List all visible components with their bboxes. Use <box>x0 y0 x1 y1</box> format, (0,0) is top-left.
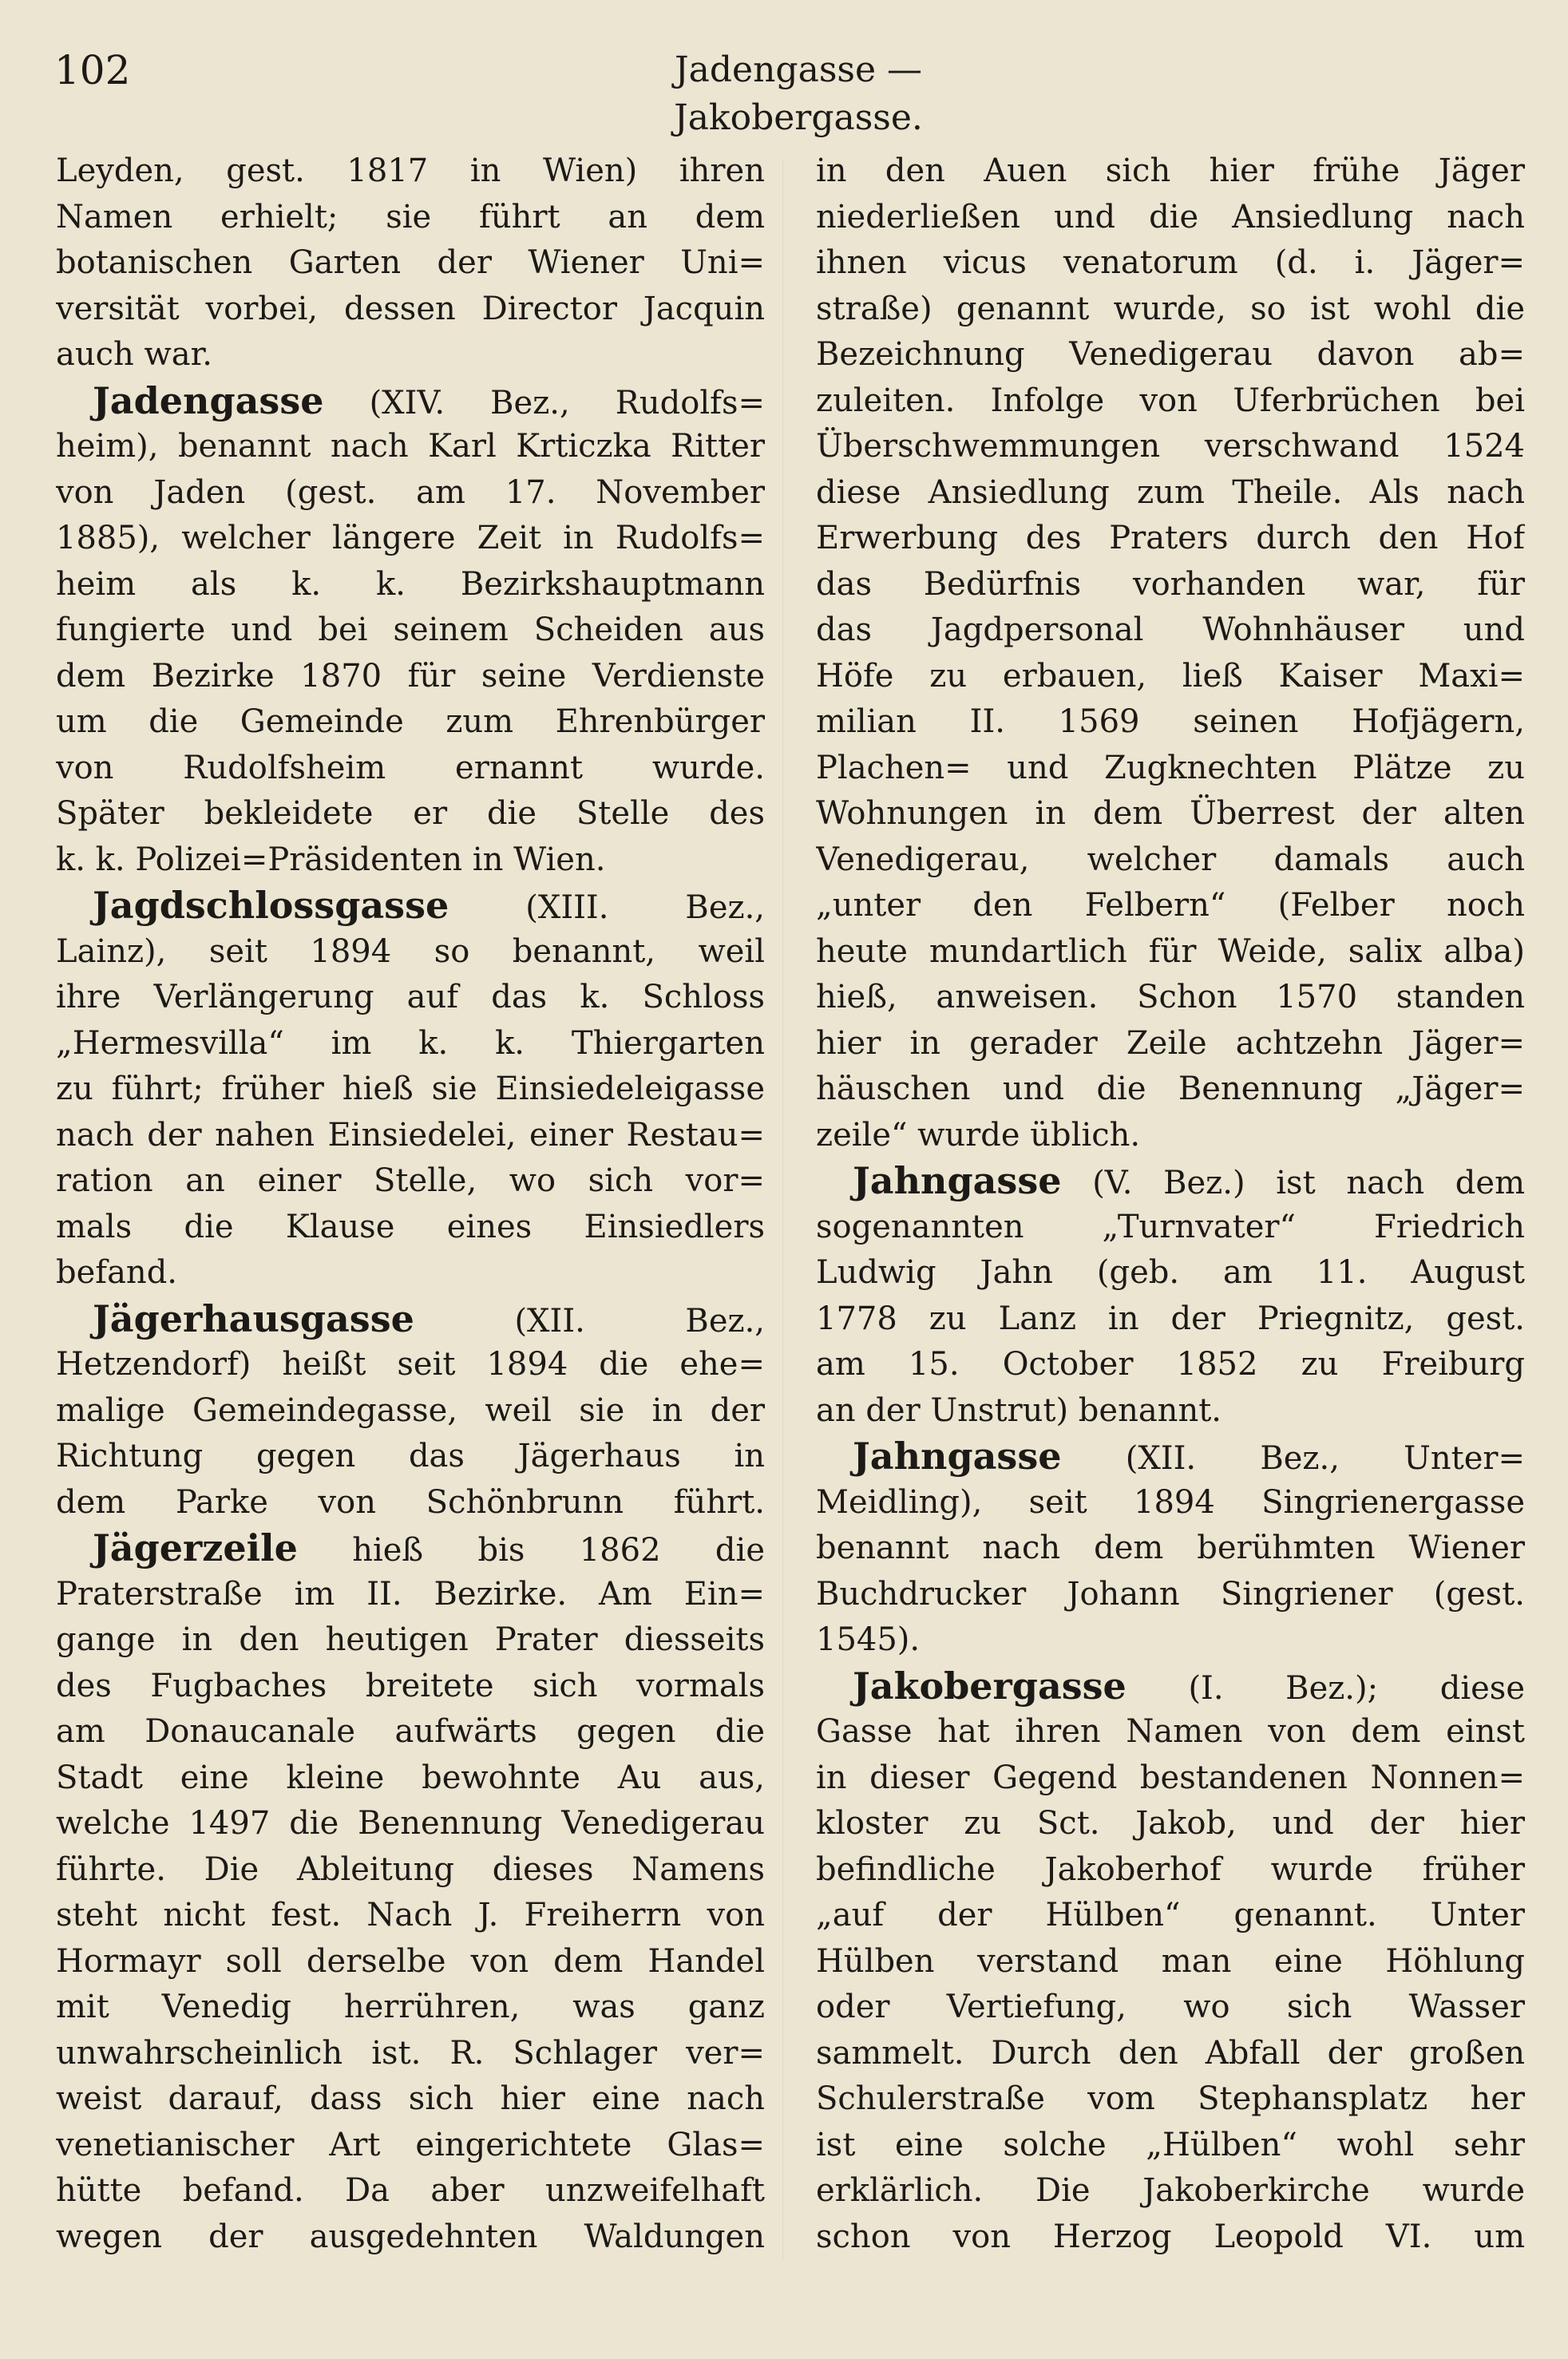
line-text: Schulerstraße vom Stephansplatz her <box>816 2080 1525 2117</box>
text-line <box>816 148 1525 195</box>
text-line <box>816 608 1525 654</box>
line-text: welche 1497 die Benennung Venedigerau <box>56 1805 765 1842</box>
line-text: (XII. Bez., Unter= <box>1061 1440 1525 1477</box>
text-line <box>816 470 1525 517</box>
text-line <box>56 195 765 241</box>
line-text: (XII. Bez., <box>414 1302 765 1340</box>
text-line <box>56 1755 765 1802</box>
text-line <box>816 2168 1525 2215</box>
line-text: benannt nach dem berühmten Wiener <box>816 1530 1525 1566</box>
text-line <box>56 746 765 792</box>
text-line <box>56 2076 765 2123</box>
entry-headword: Jadengasse <box>93 378 324 422</box>
text-line <box>816 1572 1525 1618</box>
line-text: Stadt eine kleine bewohnte Au aus, <box>56 1759 765 1796</box>
line-text: Erwerbung des Praters durch den Hof <box>816 520 1525 556</box>
line-text: mit Venedig herrühren, was ganz <box>56 1989 765 2025</box>
running-head: Jadengasse — Jakobergasse. <box>674 49 923 138</box>
line-text: kloster zu Sct. Jakob, und der hier <box>816 1805 1525 1842</box>
text-line <box>816 1480 1525 1526</box>
line-text: (XIV. Bez., Rudolfs= <box>323 384 765 422</box>
line-text: das Jagdpersonal Wohnhäuser und <box>816 612 1525 648</box>
line-text: oder Vertiefung, wo sich Wasser <box>816 1989 1525 2025</box>
text-line <box>56 332 765 378</box>
text-line <box>56 1893 765 1939</box>
text-line <box>816 1847 1525 1894</box>
line-text: in dieser Gegend bestandenen Nonnen= <box>816 1759 1525 1796</box>
line-text: 1545). <box>816 1621 921 1658</box>
line-text: an der Unstrut) benannt. <box>816 1391 1222 1429</box>
line-text: „unter den Felbern“ (Felber noch <box>816 887 1525 924</box>
text-line <box>56 1480 765 1526</box>
text-line <box>816 699 1525 746</box>
line-text: „Hermesvilla“ im k. k. Thiergarten <box>56 1024 765 1062</box>
line-text: Gasse hat ihren Namen von dem einst <box>816 1713 1525 1750</box>
right-column <box>816 148 1525 2260</box>
text-line <box>816 1801 1525 1847</box>
line-text: 1778 zu Lanz in der Priegnitz, gest. <box>816 1300 1525 1337</box>
text-line <box>56 1939 765 1985</box>
line-text: Bezeichnung Venedigerau davon ab= <box>816 336 1525 373</box>
text-line <box>56 516 765 562</box>
line-text: in den Auen sich hier frühe Jäger <box>816 152 1525 189</box>
text-line <box>56 654 765 700</box>
text-line <box>816 1755 1525 1802</box>
text-line <box>816 424 1525 470</box>
text-line <box>56 1250 765 1296</box>
text-line <box>56 2031 765 2077</box>
line-text: am 15. October 1852 zu Freiburg <box>816 1346 1525 1383</box>
text-line <box>56 1342 765 1388</box>
text-line <box>816 883 1525 929</box>
line-text: mals die Klause eines Einsiedlers <box>56 1208 765 1245</box>
text-line <box>56 1985 765 2031</box>
text-line <box>56 424 765 470</box>
text-line <box>816 1709 1525 1755</box>
line-text: Hetzendorf) heißt seit 1894 die ehe= <box>56 1346 765 1383</box>
line-text: Hülben verstand man eine Höhlung <box>816 1942 1525 1980</box>
text-line <box>816 837 1525 884</box>
line-text: steht nicht fest. Nach J. Freiherrn von <box>56 1897 765 1934</box>
line-text: malige Gemeindegasse, weil sie in der <box>56 1391 765 1429</box>
line-text: häuschen und die Benennung „Jäger= <box>816 1071 1525 1107</box>
text-line <box>56 287 765 333</box>
line-text: fungierte und bei seinem Scheiden aus <box>56 612 765 648</box>
text-line <box>56 2123 765 2169</box>
line-text: Praterstraße im II. Bezirke. Am Ein= <box>56 1575 765 1613</box>
line-text: straße) genannt wurde, so ist wohl die <box>816 290 1525 327</box>
line-text: führte. Die Ableitung dieses Namens <box>56 1850 765 1888</box>
text-line <box>56 975 765 1021</box>
line-text: Höfe zu erbauen, ließ Kaiser Maxi= <box>816 657 1525 695</box>
line-text: am Donaucanale aufwärts gegen die <box>56 1713 765 1750</box>
line-text: hieß, anweisen. Schon 1570 standen <box>816 979 1525 1015</box>
text-line <box>56 1801 765 1847</box>
line-text: versität vorbei, dessen Director Jacquin <box>56 290 765 327</box>
text-line <box>56 791 765 837</box>
entry-line <box>816 1158 1525 1205</box>
entry-headword: Jägerhausgasse <box>93 1296 414 1340</box>
entry-line <box>56 378 765 425</box>
line-text: zuleiten. Infolge von Uferbrüchen bei <box>816 382 1525 419</box>
text-line <box>56 1158 765 1205</box>
text-line <box>816 287 1525 333</box>
line-text: hieß bis 1862 die <box>297 1532 765 1569</box>
line-text: befindliche Jakoberhof wurde früher <box>816 1850 1525 1888</box>
line-text: befand. <box>56 1254 178 1291</box>
line-text: ration an einer Stelle, wo sich vor= <box>56 1162 765 1199</box>
line-text: des Fugbaches breitete sich vormals <box>56 1667 765 1704</box>
line-text: niederließen und die Ansiedlung nach <box>816 198 1525 236</box>
line-text: Plachen= und Zugknechten Plätze zu <box>816 749 1525 786</box>
text-line <box>56 2215 765 2261</box>
entry-headword: Jahngasse <box>853 1159 1062 1202</box>
line-text: erklärlich. Die Jakoberkirche wurde <box>816 2172 1525 2209</box>
line-text: Später bekleidete er die Stelle des <box>56 795 765 832</box>
line-text: (XIII. Bez., <box>449 889 765 926</box>
line-text: um die Gemeinde zum Ehrenbürger <box>56 703 765 740</box>
line-text: gange in den heutigen Prater diesseits <box>56 1621 765 1658</box>
text-line <box>816 562 1525 608</box>
text-line <box>816 195 1525 241</box>
text-line <box>56 1113 765 1159</box>
text-line <box>816 2123 1525 2169</box>
line-text: sogenannten „Turnvater“ Friedrich <box>816 1208 1525 1245</box>
text-line <box>56 1205 765 1251</box>
line-text: Ludwig Jahn (geb. am 11. August <box>816 1254 1525 1291</box>
line-text: Buchdrucker Johann Singriener (gest. <box>816 1575 1525 1613</box>
line-text: (V. Bez.) ist nach dem <box>1061 1165 1525 1201</box>
line-text: ihre Verlängerung auf das k. Schloss <box>56 979 765 1015</box>
line-text: nach der nahen Einsiedelei, einer Restau= <box>56 1116 765 1154</box>
text-line <box>56 1021 765 1067</box>
text-line <box>56 1847 765 1894</box>
line-text: Venedigerau, welcher damals auch <box>816 841 1525 878</box>
text-line <box>816 929 1525 976</box>
line-text: zu führt; früher hieß sie Einsiedeleigasse <box>56 1071 765 1107</box>
text-line <box>816 378 1525 425</box>
text-line <box>816 2215 1525 2261</box>
line-text: dem Bezirke 1870 für seine Verdienste <box>56 657 765 695</box>
line-text: k. k. Polizei=Präsidenten in Wien. <box>56 841 606 878</box>
text-line <box>816 1296 1525 1343</box>
text-line <box>56 148 765 195</box>
line-text: diese Ansiedlung zum Theile. Als nach <box>816 473 1525 511</box>
line-text: heim als k. k. Bezirkshauptmann <box>56 565 765 603</box>
entry-headword: Jakobergasse <box>853 1664 1127 1708</box>
entry-line <box>56 883 765 929</box>
line-text: ist eine solche „Hülben“ wohl sehr <box>816 2126 1525 2163</box>
line-text: Überschwemmungen verschwand 1524 <box>816 428 1525 465</box>
text-line <box>816 1388 1525 1435</box>
line-text: sammelt. Durch den Abfall der großen <box>816 2034 1525 2072</box>
text-line <box>56 1572 765 1618</box>
text-line <box>816 1250 1525 1296</box>
page-number: 102 <box>54 47 131 93</box>
line-text: auch war. <box>56 336 213 373</box>
column-rule <box>782 160 783 2259</box>
line-text: Wohnungen in dem Überrest der alten <box>816 795 1525 832</box>
text-line <box>816 1205 1525 1251</box>
line-text: dem Parke von Schönbrunn führt. <box>56 1483 765 1521</box>
line-text: „auf der Hülben“ genannt. Unter <box>816 1897 1525 1934</box>
line-text: schon von Herzog Leopold VI. um <box>816 2218 1525 2255</box>
entry-line <box>56 1526 765 1572</box>
text-line <box>56 562 765 608</box>
text-line <box>56 470 765 517</box>
text-line <box>56 608 765 654</box>
line-text: Leyden, gest. 1817 in Wien) ihren <box>56 152 765 189</box>
text-line <box>816 1617 1525 1664</box>
entry-line <box>816 1434 1525 1480</box>
text-line <box>816 2031 1525 2077</box>
text-line <box>56 1664 765 1710</box>
line-text: hütte befand. Da aber unzweifelhaft <box>56 2172 765 2209</box>
entry-headword: Jägerzeile <box>93 1526 298 1569</box>
line-text: weist darauf, dass sich hier eine nach <box>56 2080 765 2117</box>
text-line <box>56 1617 765 1664</box>
text-line <box>816 1893 1525 1939</box>
line-text: milian II. 1569 seinen Hofjägern, <box>816 703 1525 740</box>
line-text: Lainz), seit 1894 so benannt, weil <box>56 932 765 970</box>
text-line <box>56 699 765 746</box>
text-line <box>816 516 1525 562</box>
text-line <box>816 1342 1525 1388</box>
line-text: Richtung gegen das Jägerhaus in <box>56 1438 765 1474</box>
text-line <box>816 2076 1525 2123</box>
line-text: botanischen Garten der Wiener Uni= <box>56 244 765 281</box>
text-line <box>816 654 1525 700</box>
text-line <box>816 1067 1525 1113</box>
line-text: ihnen vicus venatorum (d. i. Jäger= <box>816 244 1525 281</box>
text-line <box>56 1067 765 1113</box>
text-line <box>816 746 1525 792</box>
text-line <box>816 1113 1525 1159</box>
entry-line <box>816 1664 1525 1710</box>
line-text: venetianischer Art eingerichtete Glas= <box>56 2126 765 2163</box>
text-line <box>56 240 765 287</box>
text-line <box>816 1021 1525 1067</box>
line-text: wegen der ausgedehnten Waldungen <box>56 2218 765 2255</box>
line-text: zeile“ wurde üblich. <box>816 1116 1141 1154</box>
text-line <box>816 1526 1525 1572</box>
line-text: von Rudolfsheim ernannt wurde. <box>56 749 765 786</box>
line-text: das Bedürfnis vorhanden war, für <box>816 565 1525 603</box>
line-text: unwahrscheinlich ist. R. Schlager ver= <box>56 2034 765 2072</box>
line-text: Hormayr soll derselbe von dem Handel <box>56 1942 765 1980</box>
line-text: (I. Bez.); diese <box>1126 1669 1525 1707</box>
text-line <box>56 837 765 884</box>
entry-headword: Jahngasse <box>853 1435 1062 1478</box>
text-line <box>56 1434 765 1480</box>
line-text: hier in gerader Zeile achtzehn Jäger= <box>816 1024 1525 1062</box>
text-line <box>56 929 765 976</box>
line-text: Namen erhielt; sie führt an dem <box>56 198 765 236</box>
text-line <box>816 1939 1525 1985</box>
text-line <box>56 1709 765 1755</box>
text-line <box>816 791 1525 837</box>
line-text: Meidling), seit 1894 Singrienergasse <box>816 1483 1525 1521</box>
text-line <box>816 975 1525 1021</box>
line-text: heute mundartlich für Weide, salix alba) <box>816 932 1525 970</box>
text-line <box>816 332 1525 378</box>
left-column <box>56 148 765 2260</box>
text-line <box>816 1985 1525 2031</box>
entry-line <box>56 1296 765 1343</box>
line-text: 1885), welcher längere Zeit in Rudolfs= <box>56 520 765 556</box>
line-text: heim), benannt nach Karl Krticzka Ritter <box>56 428 765 465</box>
entry-headword: Jagdschlossgasse <box>93 884 449 927</box>
text-line <box>56 2168 765 2215</box>
text-line <box>816 240 1525 287</box>
text-line <box>56 1388 765 1435</box>
line-text: von Jaden (gest. am 17. November <box>56 473 765 511</box>
